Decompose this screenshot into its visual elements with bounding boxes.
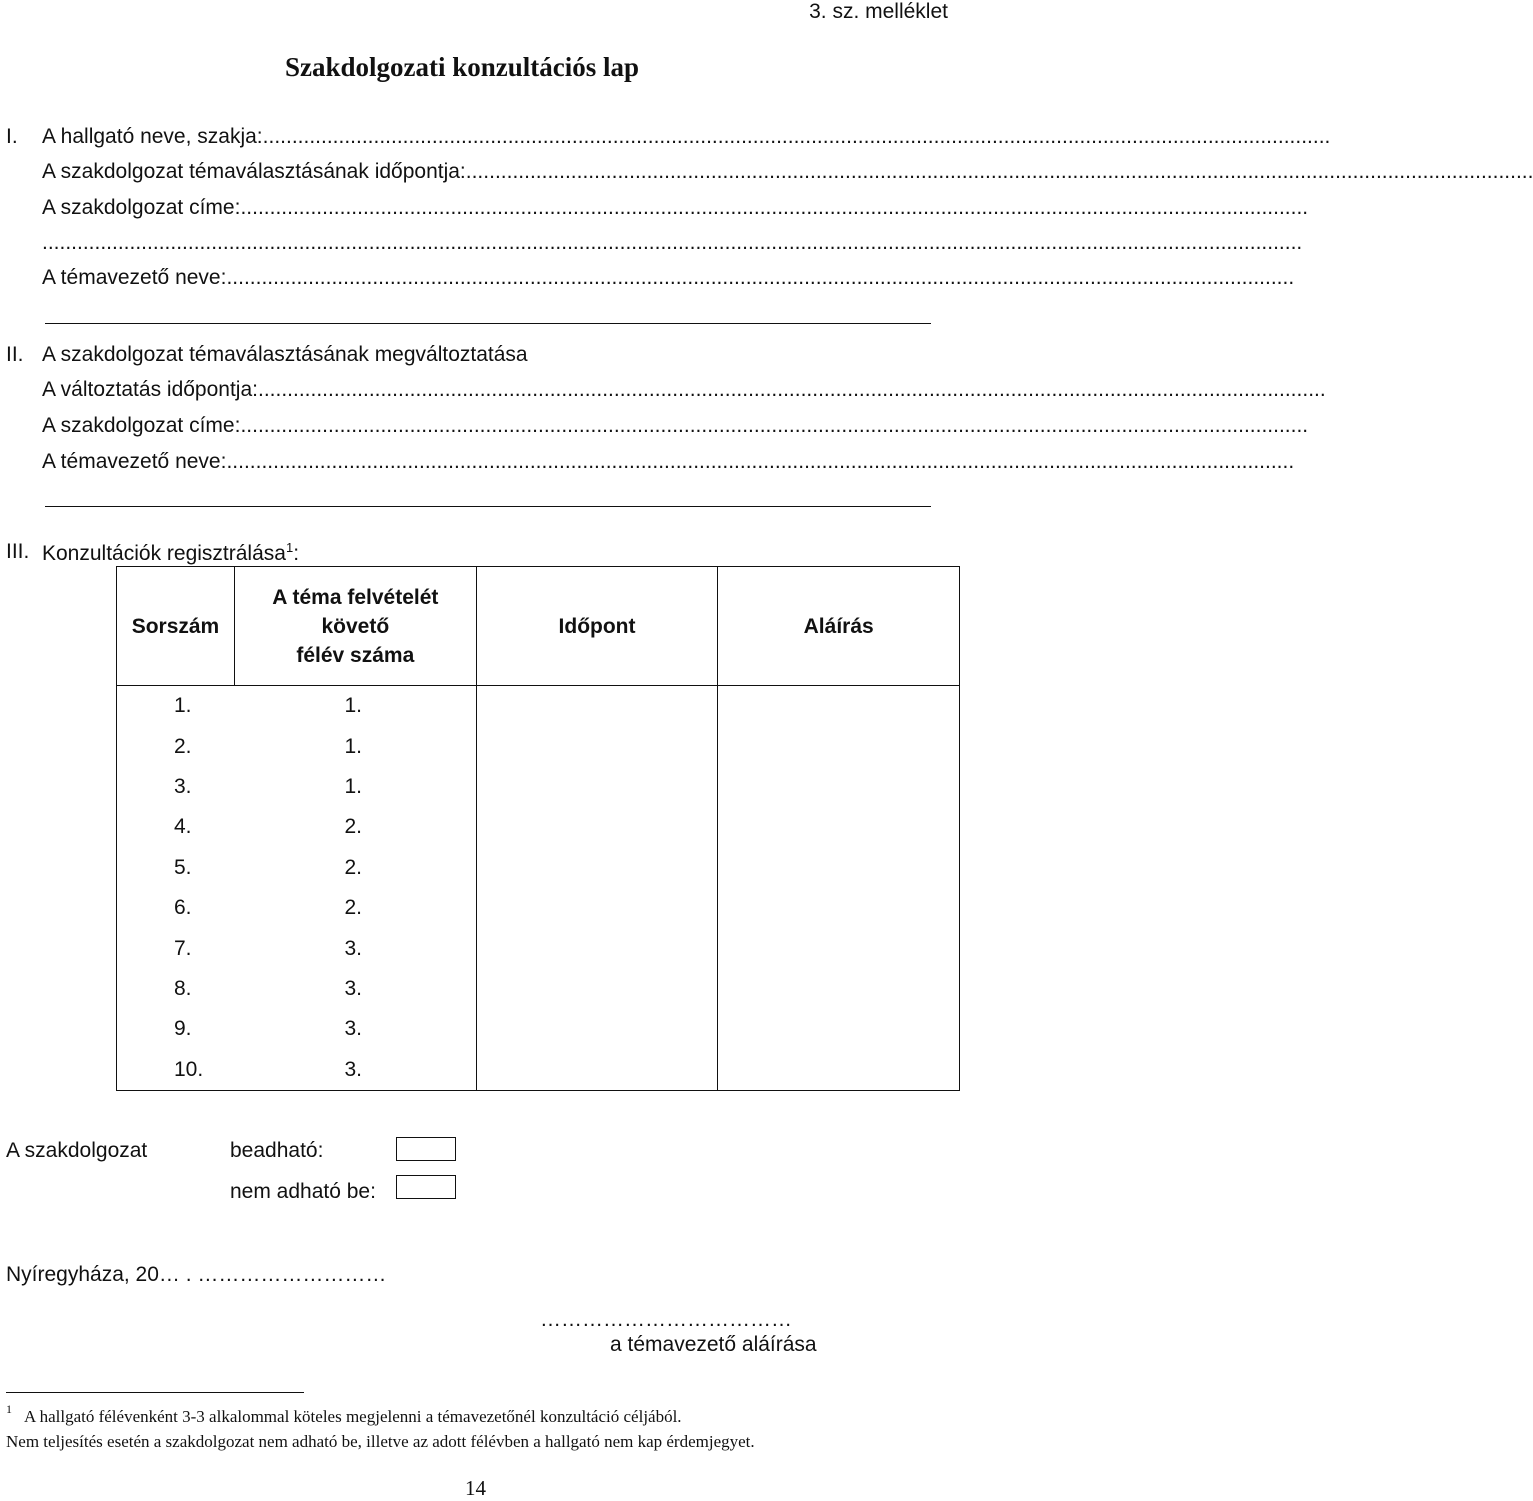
table-row xyxy=(117,888,960,928)
section-3-heading-line xyxy=(42,540,299,566)
section-divider xyxy=(45,323,931,324)
table-row xyxy=(117,767,960,807)
not-submittable-checkbox[interactable] xyxy=(396,1175,456,1199)
change-date-dots: ....................................................................................................................................................................................... xyxy=(257,378,1326,401)
row-semester: 3. xyxy=(234,928,476,968)
new-title-field[interactable] xyxy=(42,414,1309,444)
row-serial-number: 6. xyxy=(117,888,235,928)
section-2-heading: A szakdolgozat témaválasztásának megváltoztatása xyxy=(42,343,528,366)
footnote-line-2: Nem teljesítés esetén a szakdolgozat nem adható be, illetve az adott félévben a hallgató nem kap érdemjegyet. xyxy=(6,1432,755,1451)
annex-label: 3. sz. melléklet xyxy=(809,0,948,23)
decision-subject: A szakdolgozat xyxy=(6,1139,148,1162)
table-row xyxy=(117,969,960,1009)
table-row xyxy=(117,1009,960,1049)
table-row xyxy=(117,928,960,968)
row-signature-cell[interactable] xyxy=(718,969,960,1009)
section-3-heading: Konzultációk regisztrálása xyxy=(42,542,286,565)
change-date-label: A változtatás időpontja: xyxy=(42,378,258,401)
row-signature-cell[interactable] xyxy=(718,1050,960,1091)
new-title-label: A szakdolgozat címe: xyxy=(42,414,241,437)
row-signature-cell[interactable] xyxy=(718,888,960,928)
table-row xyxy=(117,686,960,727)
place-date-field[interactable]: Nyíregyháza, 20… . ……………………… xyxy=(6,1263,387,1286)
row-serial-number: 2. xyxy=(117,726,235,766)
supervisor-name-label: A témavezető neve: xyxy=(42,266,227,289)
footnote-reference: 1 xyxy=(285,540,294,555)
consultation-table xyxy=(116,566,960,1091)
table-row xyxy=(117,807,960,847)
row-signature-cell[interactable] xyxy=(718,767,960,807)
row-serial-number: 1. xyxy=(117,686,235,727)
row-date-cell[interactable] xyxy=(476,888,718,928)
row-signature-cell[interactable] xyxy=(718,848,960,888)
row-serial-number: 8. xyxy=(117,969,235,1009)
topic-date-field[interactable] xyxy=(42,160,1533,190)
row-date-cell[interactable] xyxy=(476,848,718,888)
footnote-separator xyxy=(6,1392,304,1393)
decision-not-submittable-label: nem adható be: xyxy=(230,1180,376,1203)
topic-date-label: A szakdolgozat témaválasztásának időpontja: xyxy=(42,160,466,183)
row-signature-cell[interactable] xyxy=(718,726,960,766)
row-signature-cell[interactable] xyxy=(718,928,960,968)
table-row xyxy=(117,1050,960,1091)
header-signature: Aláírás xyxy=(718,567,960,686)
new-supervisor-field[interactable] xyxy=(42,450,1295,480)
submittable-checkbox[interactable] xyxy=(396,1137,456,1161)
row-semester: 3. xyxy=(234,969,476,1009)
header-semester-line-2: követő xyxy=(321,614,390,638)
section-3-heading-suffix: : xyxy=(293,542,300,565)
table-row xyxy=(117,848,960,888)
table-row xyxy=(117,726,960,766)
row-semester: 2. xyxy=(234,888,476,928)
row-semester: 1. xyxy=(234,686,476,727)
header-semester xyxy=(234,567,476,686)
footnote-mark: 1 xyxy=(6,1402,12,1416)
row-semester: 2. xyxy=(234,807,476,847)
footnote-line-1: A hallgató félévenként 3-3 alkalommal köteles megjelenni a témavezetőnél konzultáció céljából. xyxy=(24,1407,682,1426)
new-supervisor-label: A témavezető neve: xyxy=(42,450,227,473)
section-2-numeral: II. xyxy=(6,343,24,366)
row-serial-number: 4. xyxy=(117,807,235,847)
header-date: Időpont xyxy=(476,567,718,686)
supervisor-name-field[interactable] xyxy=(42,266,1295,296)
page-title: Szakdolgozati konzultációs lap xyxy=(285,52,640,82)
row-date-cell[interactable] xyxy=(476,1009,718,1049)
student-name-field[interactable] xyxy=(42,125,1331,155)
row-signature-cell[interactable] xyxy=(718,686,960,727)
signature-label: a témavezető aláírása xyxy=(610,1333,817,1356)
header-semester-line-1: A téma felvételét xyxy=(272,585,439,609)
row-serial-number: 3. xyxy=(117,767,235,807)
row-date-cell[interactable] xyxy=(476,767,718,807)
row-semester: 3. xyxy=(234,1009,476,1049)
thesis-title-field[interactable] xyxy=(42,196,1309,226)
row-serial-number: 7. xyxy=(117,928,235,968)
row-date-cell[interactable] xyxy=(476,726,718,766)
thesis-title-dots: ....................................................................................................................................................................................... xyxy=(240,196,1309,219)
row-date-cell[interactable] xyxy=(476,686,718,727)
row-date-cell[interactable] xyxy=(476,807,718,847)
row-date-cell[interactable] xyxy=(476,928,718,968)
topic-date-dots: ....................................................................................................................................................................................... xyxy=(465,160,1533,183)
change-date-field[interactable] xyxy=(42,378,1326,408)
section-divider xyxy=(45,506,931,507)
supervisor-name-dots: ....................................................................................................................................................................................... xyxy=(226,266,1295,289)
section-3-numeral: III. xyxy=(6,540,30,563)
row-serial-number: 9. xyxy=(117,1009,235,1049)
student-name-dots: ....................................................................................................................................................................................... xyxy=(262,125,1331,148)
row-serial-number: 10. xyxy=(117,1050,235,1091)
row-signature-cell[interactable] xyxy=(718,807,960,847)
signature-line: ……………………………… xyxy=(540,1308,792,1331)
row-date-cell[interactable] xyxy=(476,1050,718,1091)
table-header-row xyxy=(117,567,960,686)
new-supervisor-dots: ....................................................................................................................................................................................... xyxy=(226,450,1295,473)
row-signature-cell[interactable] xyxy=(718,1009,960,1049)
row-semester: 2. xyxy=(234,848,476,888)
page-number: 14 xyxy=(465,1476,486,1500)
student-name-label: A hallgató neve, szakja: xyxy=(42,125,263,148)
thesis-title-continuation-field[interactable] xyxy=(42,231,1303,261)
thesis-title-label: A szakdolgozat címe: xyxy=(42,196,241,219)
row-serial-number: 5. xyxy=(117,848,235,888)
row-semester: 1. xyxy=(234,726,476,766)
section-1-numeral: I. xyxy=(6,125,18,148)
thesis-title-continuation-dots: ........................................................................................................................................................................................................................ xyxy=(42,231,1303,254)
decision-submittable-label: beadható: xyxy=(230,1139,324,1162)
row-date-cell[interactable] xyxy=(476,969,718,1009)
header-serial-number: Sorszám xyxy=(117,567,235,686)
row-semester: 1. xyxy=(234,767,476,807)
header-semester-line-3: félév száma xyxy=(296,643,415,667)
row-semester: 3. xyxy=(234,1050,476,1091)
new-title-dots: ....................................................................................................................................................................................... xyxy=(240,414,1309,437)
